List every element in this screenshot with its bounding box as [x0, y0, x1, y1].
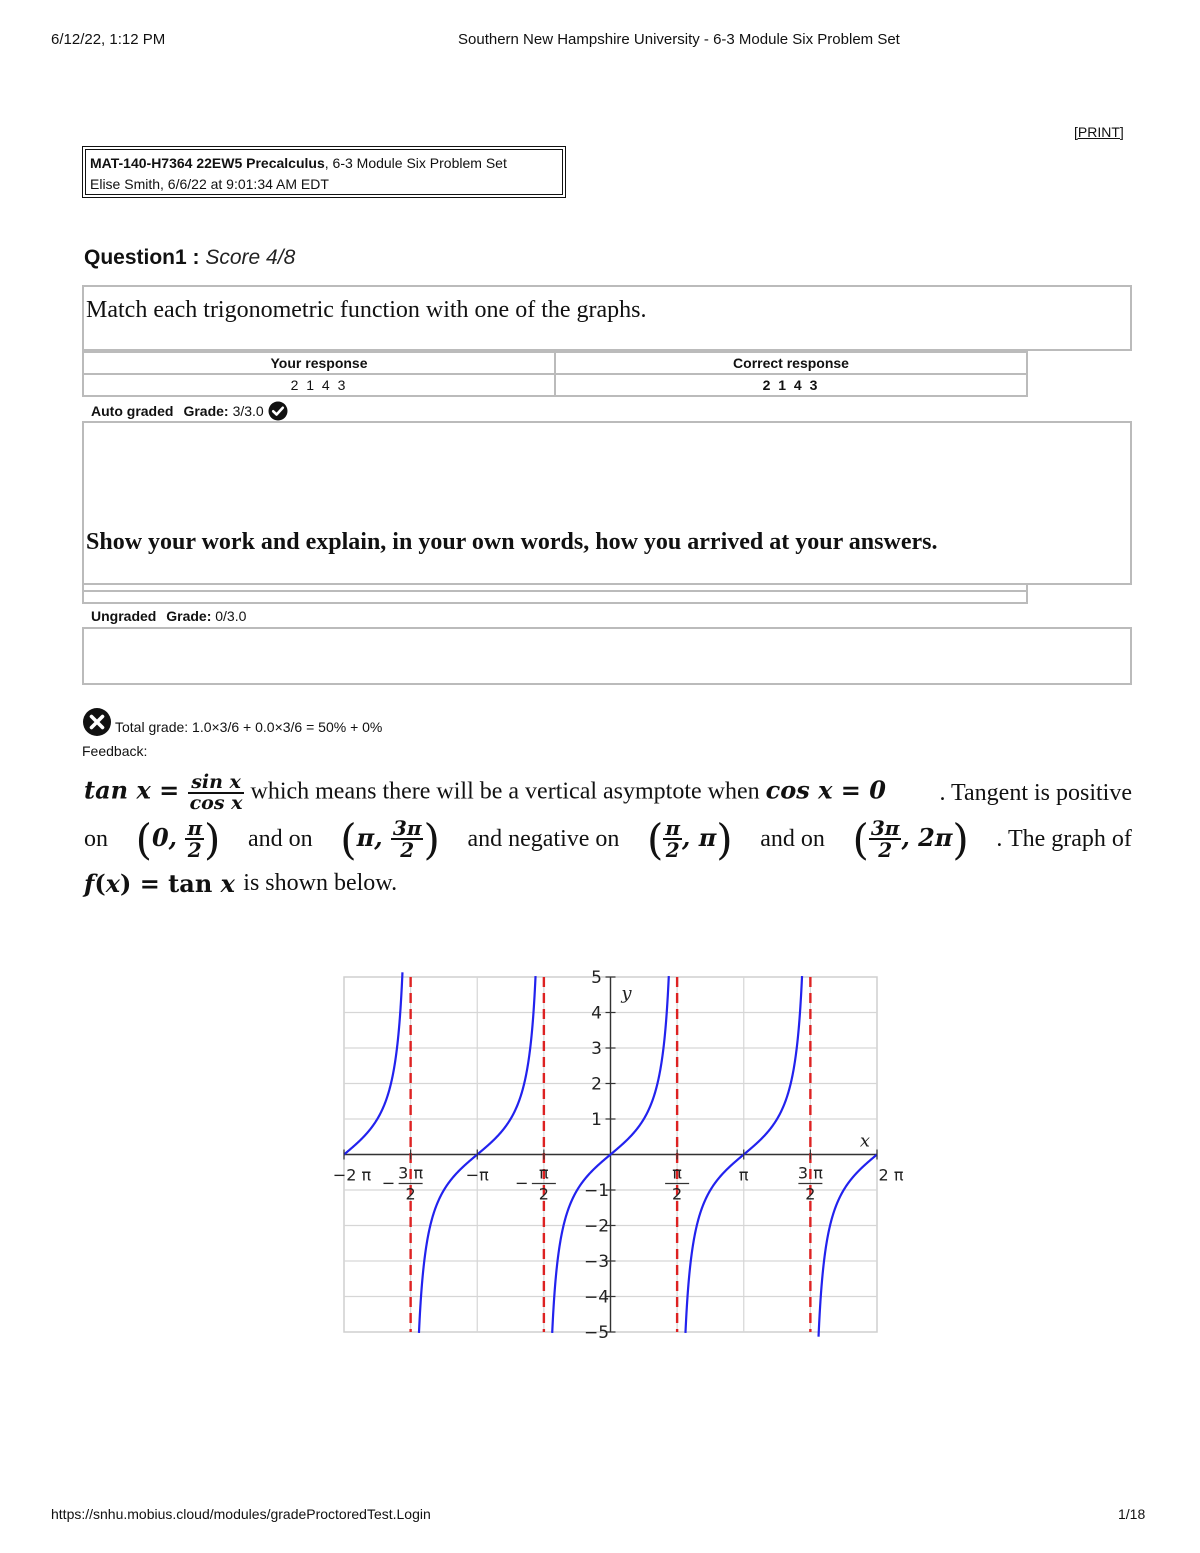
- y-tick-label: −4: [583, 1287, 610, 1308]
- x-tick-label: 3 π: [797, 1163, 823, 1183]
- x-tick-label: π: [672, 1163, 682, 1183]
- total-grade: Total grade: 1.0×3/6 + 0.0×3/6 = 50% + 0%: [115, 719, 383, 735]
- y-tick-label: −2: [583, 1216, 610, 1237]
- ungraded-grade-value: 0/3.0: [215, 608, 247, 624]
- y-tick-label: 1: [591, 1110, 602, 1130]
- x-tick-minus: −: [515, 1173, 529, 1193]
- y-tick-label: 2: [591, 1074, 602, 1095]
- ungraded-grade-label: Grade:: [166, 608, 212, 624]
- x-axis-label: x: [859, 1130, 871, 1152]
- correct-response-header: Correct response: [555, 352, 1027, 374]
- y-tick-label: 3: [591, 1039, 602, 1059]
- feedback-line-1: tan x = $\frac{\text{sin x}}{\text{cos x}}$ which means there will be a vertical asymptote when cos x = 0 . Tangent is positive: [84, 771, 1132, 814]
- question-header: [84, 246, 295, 270]
- y-tick-label: −5: [583, 1323, 610, 1343]
- your-response-header: Your response: [83, 352, 555, 374]
- x-tick-label: 3 π: [398, 1163, 424, 1183]
- y-tick-label: 4: [591, 1003, 602, 1024]
- assignment-name: , 6-3 Module Six Problem Set: [324, 155, 507, 171]
- grade-label: Grade:: [183, 403, 229, 419]
- footer-url: https://snhu.mobius.cloud/modules/gradeProctoredTest.Login: [51, 1506, 431, 1522]
- course-name: MAT-140-H7364 22EW5 Precalculus: [90, 155, 325, 171]
- course-info-box: [82, 146, 566, 198]
- check-circle-icon: [268, 401, 288, 421]
- x-tick-label: 2 π: [878, 1165, 904, 1185]
- question-score: Score 4/8: [205, 246, 296, 269]
- print-page-title: Southern New Hampshire University - 6-3 Module Six Problem Set: [458, 31, 900, 48]
- your-response-value: 2 1 4 3: [83, 374, 555, 396]
- work-prompt: Show your work and explain, in your own words, how you arrived at your answers.: [86, 529, 938, 555]
- x-tick-label: 2: [538, 1184, 549, 1204]
- feedback-text: [84, 771, 1132, 900]
- auto-grade-value: 3/3.0: [232, 403, 264, 419]
- x-tick-minus: −: [381, 1173, 396, 1193]
- response-table: [82, 351, 1028, 397]
- question-prompt: Match each trigonometric function with one of the graphs.: [86, 297, 647, 323]
- ungraded-response-box: [82, 627, 1132, 685]
- feedback-line-3: f ( x ) = tan x is shown below.: [84, 868, 398, 898]
- work-prompt-box: [82, 421, 1132, 585]
- question-prompt-box: [82, 285, 1132, 351]
- x-tick-label: 2: [805, 1184, 816, 1204]
- tangent-graph: [300, 960, 920, 1360]
- student-line: Elise Smith, 6/6/22 at 9:01:34 AM EDT: [90, 176, 329, 192]
- correct-response-value: 2 1 4 3: [555, 374, 1027, 396]
- x-tick-label: 2: [672, 1184, 683, 1204]
- y-tick-label: −3: [583, 1252, 610, 1272]
- y-tick-label: 5: [591, 968, 602, 988]
- auto-graded-label: Auto graded: [91, 403, 174, 419]
- print-link[interactable]: [PRINT]: [1074, 124, 1124, 140]
- auto-grade-line: [91, 401, 288, 421]
- x-tick-label: −π: [465, 1165, 489, 1185]
- x-tick-label: −2 π: [332, 1165, 372, 1185]
- y-axis-label: y: [621, 983, 632, 1004]
- work-response-cell: [82, 585, 1028, 604]
- feedback-line-2: on (0, $\frac{\pi}{2}$ ) and on (π, $\frac{3\pi}{2}$ ) and negative on ( $\frac{\pi}{2}$ , π) and on ( $\frac{3\pi}{2}$ , 2π) . The graph of: [84, 814, 1132, 864]
- ungraded-line: [91, 608, 246, 624]
- ungraded-label: Ungraded: [91, 608, 157, 624]
- x-circle-icon: [82, 707, 112, 737]
- print-datetime: 6/12/22, 1:12 PM: [51, 31, 166, 48]
- x-tick-label: π: [539, 1163, 549, 1183]
- total-grade-line: [82, 707, 382, 737]
- x-tick-label: π: [738, 1165, 749, 1185]
- footer-page: 1/18: [1118, 1506, 1146, 1522]
- x-tick-label: 2: [405, 1184, 416, 1204]
- y-tick-label: −1: [583, 1181, 610, 1201]
- feedback-label: Feedback:: [82, 743, 148, 759]
- question-label: Question1 :: [84, 246, 200, 269]
